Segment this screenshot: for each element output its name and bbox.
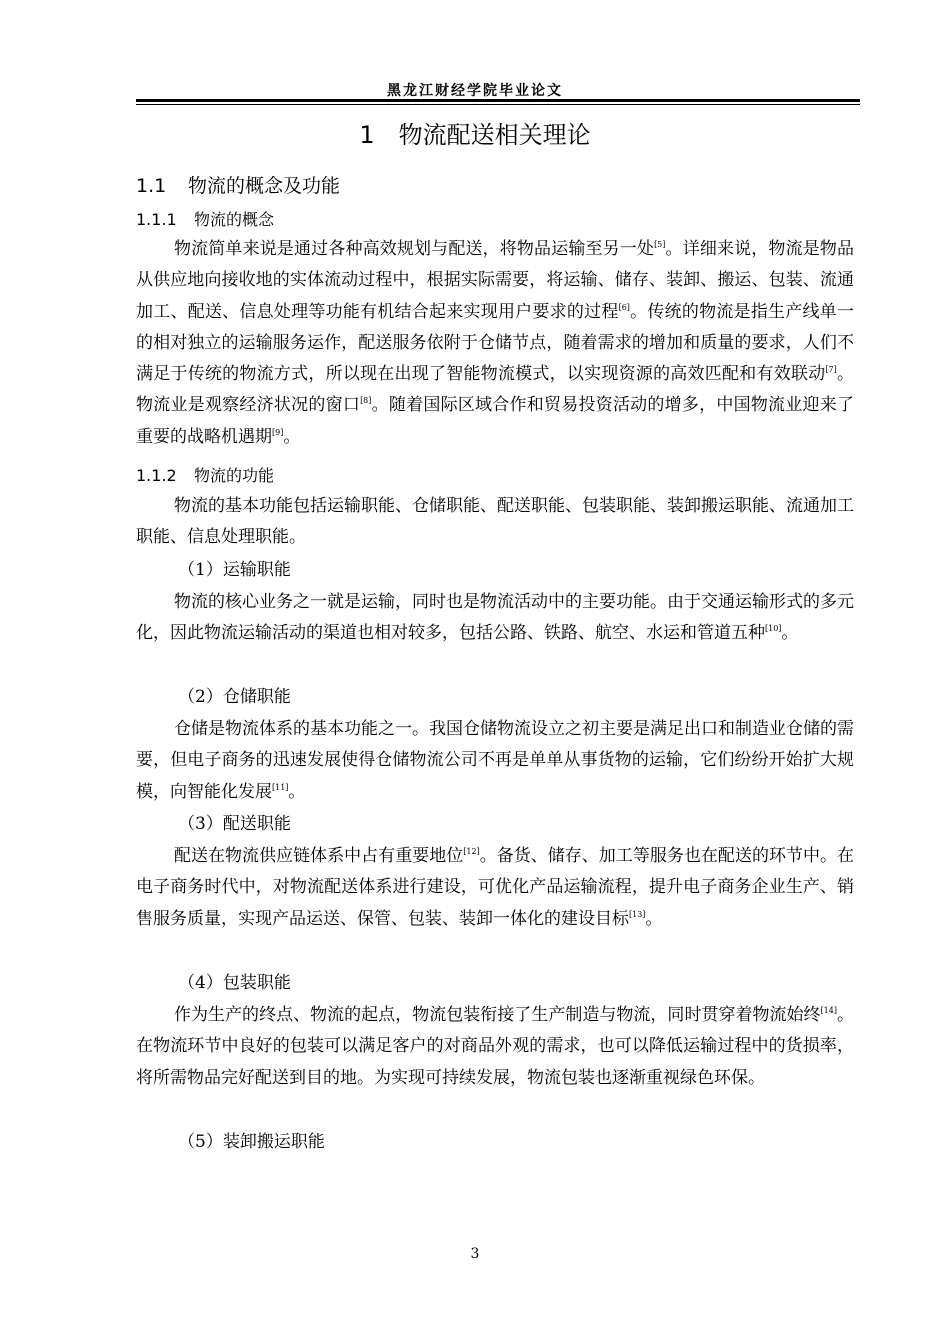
paragraph-distribution	[136, 841, 854, 935]
citation: [6]	[618, 302, 630, 312]
text-run: 。详细来说，物流是物品从供应地向接收地的实体流动过程中，根据实际需要，将运输、储存、装卸、搬运、包装、流通加工、配送、信息处理等功能有机结合起来实现用户要求的过程	[136, 239, 855, 322]
citation: [14]	[820, 1006, 837, 1015]
citation: [11]	[272, 782, 289, 792]
section-number: 1.1	[136, 175, 167, 197]
text-run: 物流简单来说是通过各种高效规划与配送，将物品运输至另一处	[174, 239, 655, 259]
paragraph-transport	[136, 587, 854, 650]
text-run: 。在物流环节中良好的包装可以满足客户的对商品外观的需求，也可以降低运输过程中的货损率，将所需物品完好配送到目的地。为实现可持续发展，物流包装也逐渐重视绿色环保。	[136, 1005, 854, 1088]
chapter-title: 物流配送相关理论	[398, 121, 591, 149]
paragraph-concept	[136, 234, 854, 453]
running-header: 黑龙江财经学院毕业论文	[387, 83, 563, 99]
paragraph-functions-intro: 物流的基本功能包括运输职能、仓储职能、配送职能、包装职能、装卸搬运职能、流通加工职能、信息处理职能。	[136, 496, 854, 548]
text-run: 。备货、储存、加工等服务也在配送的环节中。在电子商务时代中，对物流配送体系进行建设，可优化产品运输流程，提升电子商务企业生产、销售服务质量，实现产品运送、保管、包装、装卸一体化的建设目标	[136, 846, 855, 929]
citation: [7]	[825, 365, 837, 375]
list-item-handling: （5）装卸搬运职能	[178, 1132, 325, 1152]
list-item-packaging: （4）包装职能	[178, 973, 291, 993]
subsection-heading-functions	[136, 463, 274, 486]
text-run: 作为生产的终点、物流的起点，物流包装衔接了生产制造与物流，同时贯穿着物流始终	[174, 1005, 821, 1025]
paragraph-packaging	[136, 1000, 854, 1094]
text-run: 。	[288, 781, 306, 802]
header-rule-thin	[136, 104, 860, 105]
text-run: 。随着国际区域合作和贸易投资活动的增多，中国物流业迎来了重要的战略机遇期	[136, 395, 854, 447]
citation: [5]	[654, 240, 666, 249]
section-title: 物流的概念及功能	[188, 175, 341, 197]
citation: [9]	[272, 427, 284, 437]
list-item-storage: （2）仓储职能	[178, 687, 291, 707]
citation: [8]	[360, 396, 372, 406]
text-run: 。	[645, 908, 663, 929]
text-run: 仓储是物流体系的基本功能之一。我国仓储物流设立之初主要是满足出口和制造业仓储的需要，但电子商务的迅速发展使得仓储物流公司不再是单单从事货物的运输，它们纷纷开始扩大规模，向智能化发展	[136, 719, 854, 802]
text-run: 。	[781, 623, 799, 644]
text-run: 。物流业是观察经济状况的窗口	[136, 364, 855, 416]
paragraph-storage	[136, 714, 854, 808]
subsection-title: 物流的功能	[194, 466, 275, 485]
citation: [12]	[463, 847, 480, 856]
chapter-heading	[0, 115, 950, 150]
text-run: 。	[283, 426, 301, 447]
header-rule-thick	[136, 99, 860, 102]
text-run: 。传统的物流是指生产线单一的相对独立的运输服务运作，配送服务依附于仓储节点，随着需求的增加和质量的要求，人们不满足于传统的物流方式，所以现在出现了智能物流模式，以实现资源的高效匹配和有效联动	[136, 301, 854, 385]
subsection-number: 1.1.1	[136, 210, 177, 229]
subsection-title: 物流的概念	[194, 210, 275, 229]
text-run: 物流的核心业务之一就是运输，同时也是物流活动中的主要功能。由于交通运输形式的多元化，因此物流运输活动的渠道也相对较多，包括公路、铁路、航空、水运和管道五种	[136, 592, 854, 644]
subsection-number: 1.1.2	[136, 466, 177, 485]
subsection-heading-concept	[136, 207, 274, 230]
chapter-number: 1	[359, 121, 375, 149]
section-heading	[136, 171, 340, 198]
page-number: 3	[470, 1246, 480, 1262]
text-run: 配送在物流供应链体系中占有重要地位	[174, 846, 464, 866]
citation: [10]	[765, 624, 782, 634]
list-item-transport: （1）运输职能	[178, 560, 291, 580]
list-item-distribution: （3）配送职能	[178, 814, 291, 834]
citation: [13]	[629, 909, 646, 919]
